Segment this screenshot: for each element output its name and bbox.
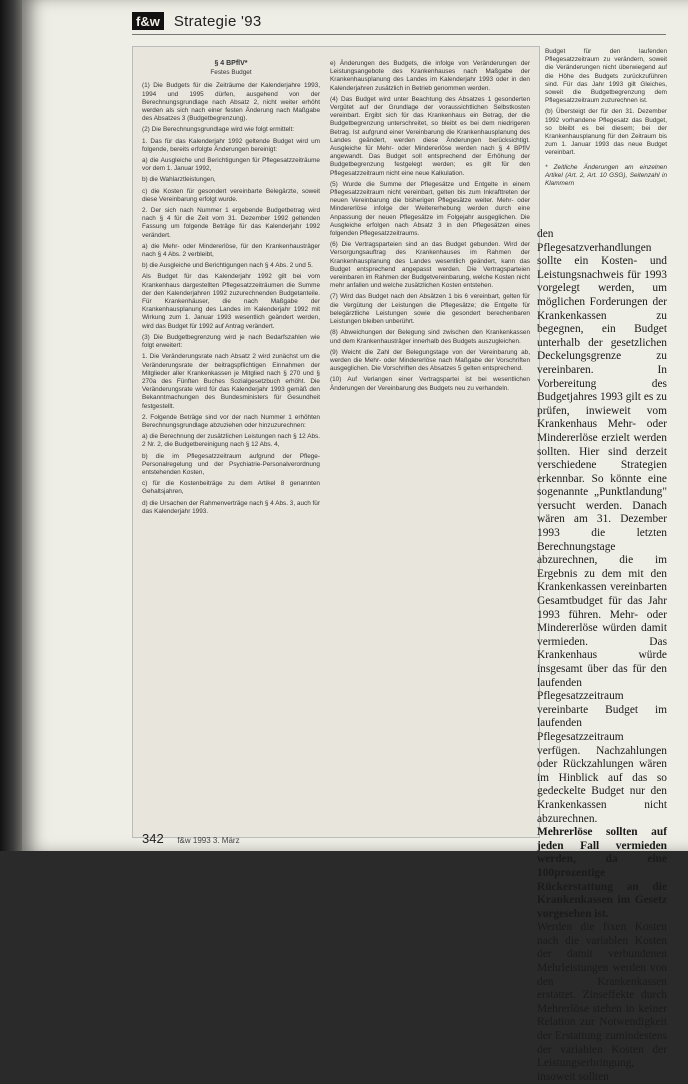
legal-paragraph: (2) Die Berechnungsgrundlage wird wie folgt ermittelt: — [142, 126, 295, 134]
legal-paragraph: Als Budget für das Kalenderjahr 1992 gilt bei vom Krankenhaus dargestellten Pflegesatzzeiträumen die Summe der den Kalenderjahren 1992 zuzurechnenden Budgetanteile. Für Krankenhäuser, die nach Maßgabe der Krankenhausplanung des Landes im Kalenderjahr 1992 mit Wirkung zum 1. Januar 1993 wesentlich geändert werden, wird das Budget für 1992 auf Antrag verändert. — [142, 273, 320, 330]
box-column-2-body — [330, 60, 530, 393]
article-paragraph: den Pflegesatzverhandlungen sollte ein Kosten- und Leistungsnachweis für 1993 vorgelegt werden, um möglichen Forderungen der Krankenkassen zu begegnen, ein Budget unterhalb der gesetzlichen Deckelungsgrenze zu vereinbaren. In Vorbereitung des Budgetjahres 1993 gilt es zu prüfen, inwieweit vom Krankenhaus Mehr- oder Mindererlöse erzielt werden sollten. Hier sind derzeit verschiedene Strategien erkennbar. So könnte eine sogenannte „Punktlandung" versucht werden. Danach wären am 31. Dezember 1993 die letzten Berechnungstage abzurechnen, die im Ergebnis zu dem mit den Krankenkassen vereinbarten Gesamtbudget für das Jahr 1993 führen. Mehr- oder Mindererlöse würden damit vermieden. Das Krankenhaus würde insgesamt über das für den laufenden Pflegesatzzeitraum vereinbarte Budget im laufenden Pflegesatzzeitraum verfügen. Nachzahlungen oder Rückzahlungen wären im Hinblick auf das so gedeckelte Budget nur den Krankenkassen nicht abzurechnen. — [537, 228, 667, 825]
legal-paragraph: d) die Ursachen der Rahmenverträge nach § 4 Abs. 3, auch für das Kalenderjahr 1993. — [142, 499, 320, 515]
legal-paragraph: b) die Ausgleiche und Berichtigungen nach § 4 Abs. 2 und 5. — [142, 262, 313, 270]
journal-issue: f&w 1993 3. März — [177, 836, 240, 845]
box-column-1-body — [142, 82, 320, 516]
box-title: § 4 BPflV* — [214, 60, 248, 67]
legal-paragraph: (6) Die Vertragsparteien sind an das Budget gebunden. Wird der Versorgungsauftrag des Krankenhauses im Rahmen der Krankenhausplanung des Landes wesentlich geändert, kann das Budget entsprechend angepasst werden. Die Vertragsparteien vereinbaren im Rahmen der Budgetvereinbarung, welche Kosten nicht mehr anfallen und welche zusätzlichen Kosten entstehen. — [330, 241, 530, 290]
box-column-3 — [545, 48, 667, 222]
journal-logo: f&w — [132, 12, 164, 30]
box-column-3-body — [545, 48, 667, 158]
legal-paragraph: a) die Ausgleiche und Berichtigungen für Pflegesatzzeiträume vor dem 1. Januar 1992, — [142, 157, 320, 173]
box-column-1 — [142, 60, 320, 810]
book-spine — [0, 0, 22, 851]
legal-paragraph: 1. Die Veränderungsrate nach Absatz 2 wird zunächst um die Veränderungsrate der beitragspflichtigen Einnahmen der Mitglieder aller Krankenkassen je Mitglied nach § 270 und § 270a des Fünften Buches Sozialgesetzbuch erhöht. Die Veränderungsrate wird für das Kalenderjahr 1993 gemäß den Bekanntmachungen des Bundesministers für Gesundheit festgestellt. — [142, 353, 320, 410]
article-paragraph-tail: Werden die fixen Kosten nach die variablen Kosten der damit verbundenen Mehrleistungen werden von den Krankenkassen erstattet. Zinseffekte durch Mehrerlöse stehen in keiner Relation zur Notwendigkeit der Erstattung zumindestens der variablen Kosten der Leistungserbringung, insoweit sollten — [537, 921, 667, 1083]
article-bold-statement: Mehrerlöse sollten auf jeden Fall vermieden werden, da eine 100prozentige Rückerstattung an die Krankenkassen im Gesetz vorgesehen ist. — [537, 826, 667, 920]
box-column-2 — [330, 60, 530, 830]
box-footnote: * Zeitliche Änderungen am einzelnen Artikel (Art. 2, Art. 10 GSG), Seitenzahl in Klammern — [545, 163, 667, 188]
legal-paragraph: (10) Auf Verlangen einer Vertragspartei ist bei wesentlichen Änderungen der Vereinbarung des Budgets neu zu verhandeln. — [330, 376, 530, 392]
header-rule — [132, 34, 666, 35]
legal-paragraph: (4) Das Budget wird unter Beachtung des Absatzes 1 gesonderten Vergütet auf der Grundlage der voraussichtlichen Selbstkosten vereinbart. Ergibt sich für das Krankenhaus ein Betrag, der die Budgetbegrenzung unterschreitet, so bleibt es bei dem niedrigeren Betrag. Ist aufgrund einer Vereinbarung die Krankenhausplanung des Landes geändert, werden diese Änderungen berücksichtigt. Ausgleiche für Mehr- oder Mindererlöse werden nach § 4 BPflV angewandt. Das Budget soll entsprechend der Erhöhung der Budgetbegrenzung festgelegt werden; es gilt für den Pflegesatzzeitraum nicht eine neue Kalkulation. — [330, 95, 530, 177]
page-footer — [142, 831, 240, 846]
page-number: 342 — [142, 831, 164, 846]
legal-paragraph: a) die Mehr- oder Mindererlöse, für den Krankenhausträger nach § 4 Abs. 2 verbleibt, — [142, 242, 320, 259]
section-title: Strategie '93 — [173, 12, 262, 30]
legal-paragraph: 1. Das für das Kalenderjahr 1992 geltende Budget wird um folgende, bereits erfolgte Änderungen bereinigt: — [142, 137, 320, 153]
legal-paragraph: c) für die Kostenbeiträge zu dem Artikel 8 genannten Gehaltsjahren, — [142, 480, 320, 496]
legal-paragraph: (7) Wird das Budget nach den Absätzen 1 bis 6 vereinbart, gelten für die Vergütung der Leistungen die Pflegesätze; die Entgelte für belegärztliche Leistungen sowie die gesondert berechenbaren Leistungen bleiben unberührt. — [330, 293, 530, 326]
legal-paragraph: (8) Abweichungen der Belegung sind zwischen den Krankenkassen und dem Krankenhausträger innerhalb des Budgets auszugleichen. — [330, 329, 530, 345]
legal-paragraph: 2. Folgende Beträge sind vor der nach Nummer 1 erhöhten Berechnungsgrundlage abzuziehen oder hinzuzurechnen: — [142, 413, 320, 429]
box-subtitle: Festes Budget — [210, 69, 252, 77]
legal-paragraph: (1) Die Budgets für die Zeiträume der Kalenderjahre 1993, 1994 und 1995 dürfen, ausgehend von der Berechnungsgrundlage nach Absatz 2, nicht weiter erhöht werden als sich nach einer festen Änderung nach Maßgabe des Absatzes 3 (Budgetbegrenzung). — [142, 82, 320, 123]
legal-paragraph: e) Änderungen des Budgets, die infolge von Veränderungen der Leistungsangebote des Krankenhauses nach Maßgabe der Krankenhausplanung des Landes im Kalenderjahr 1993 oder in den Kalenderjahren zusätzlich in Betrieb genommen werden. — [330, 60, 530, 92]
legal-paragraph: (3) Die Budgetbegrenzung wird je nach Bedarfszahlen wie folgt erweitert: — [142, 333, 320, 350]
page-header — [132, 8, 666, 34]
legal-paragraph: (9) Weicht die Zahl der Belegungstage von der Vereinbarung ab, werden die Mehr- oder Mindererlöse nach Maßgabe der Vorschriften ausgeglichen. Die Vorschriften des Absatzes 5 gelten entsprechend. — [330, 348, 530, 373]
legal-paragraph: b) die im Pflegesatzzeitraum aufgrund der Pflege-Personalregelung und der Psychiatrie-Personalverordnung entstehenden Kosten, — [142, 452, 320, 476]
legal-paragraph: Budget für den laufenden Pflegesatzzeitraum zu verändern, soweit die Veränderungen nicht überwiegend auf die Höhe des Budgets zurückzuführen sind. Für das Jahr 1993 gilt Gleiches, soweit die Budgetbegrenzung dem Pflegesatzzeitraum zuzurechnen ist. — [545, 48, 667, 105]
legal-paragraph: (5) Wurde die Summe der Pflegesätze und Entgelte in einem Pflegesatzzeitraum nicht vereinbart, gelten bis zum Inkrafttreten der neuen Vereinbarung die bisherigen Pflegesätze weiter. Mehr- oder Mindererlöse infolge der Weitererhebung werden durch eine Anpassung der neuen Pflegesätze im Folgejahr ausgeglichen. Die Ausgleiche erfolgen nach Absatz 3 in den Pflegesätzen eines folgenden Pflegesatzzeitraums. — [330, 180, 530, 238]
legal-paragraph: b) die Wahlarztleistungen, — [142, 176, 216, 184]
legal-paragraph: 2. Der sich nach Nummer 1 ergebende Budgetbetrag wird nach § 4 für die Zeit vom 31. Dezember 1992 geltenden Fassung um folgende Beträge für das Kalenderjahr 1992 verändert. — [142, 207, 320, 239]
legal-paragraph: a) die Berechnung der zusätzlichen Leistungen nach § 12 Abs. 2 Nr. 2, die Budgetbereinigung nach § 12 Abs. 4, — [142, 433, 320, 449]
legal-paragraph: c) die Kosten für gesondert vereinbarte Belegärzte, soweit diese Vereinbarung erfolgt wurde. — [142, 187, 320, 203]
legal-paragraph: (b) Übersteigt der für den 31. Dezember 1992 vorhandene Pflegesatz das Budget, so bleibt es bei diesem; bei der Krankenhausplanung für den Zeitraum bis zum 1. Januar 1993 das neue Budget vereinbart. — [545, 108, 667, 157]
article-column — [537, 228, 667, 1083]
